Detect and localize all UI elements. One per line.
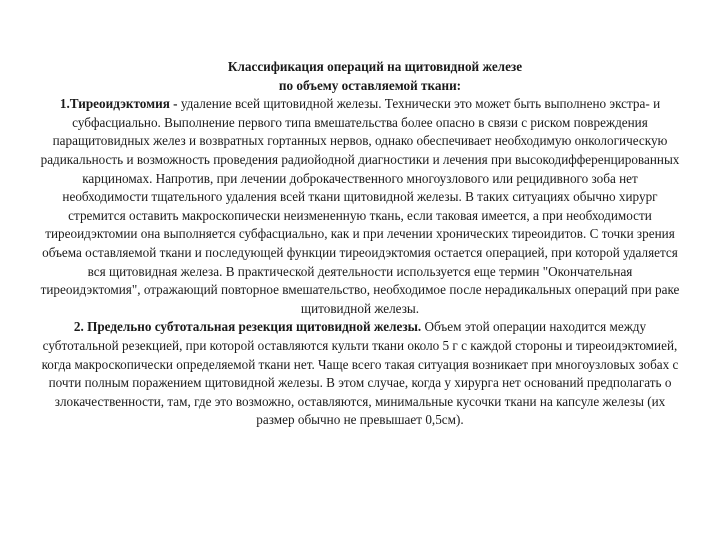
section-2-paragraph — [40, 318, 680, 430]
section-2-heading: 2. Предельно субтотальная резекция щитовидной железы. — [73, 319, 422, 335]
section-1-paragraph — [40, 95, 680, 318]
section-1-heading: 1.Тиреоидэктомия - — [59, 96, 178, 112]
document-title: Классификация операций на щитовидной железе — [227, 59, 523, 74]
document-subtitle: по объему оставляемой ткани: — [278, 77, 462, 93]
section-1-text: удаление всей щитовидной железы. Технически это может быть выполнено экстра- и субфасциально. Выполнение первого типа вмешательства более опасно в связи с риском повреждения паращитовидных желез и возвратных гортанных нервов, однако обеспечивает необходимую онкологическую радикальность и возможность проведения радиойодной диагностики и лечения при высокодифференцированных карциномах. Напротив, при лечении доброкачественного многоузлового или рецидивного зоба нет необходимости тщательного удаления всей ткани щитовидной железы. В таких ситуациях обычно хирург стремится оставить макроскопически неизмененную ткань, если таковая имеется, а при необходимости тиреоидэктомии она выполняется субфасциально, как и при лечении хронических тиреоидитов. С точки зрения объема оставляемой ткани и последующей функции тиреоидэктомия остается операцией, при которой удаляется вся щитовидная железа. В практической деятельности используется еще термин "Окончательная тиреоидэктомия", отражающий повторное вмешательство, необходимое после нерадикальных операций при раке щитовидной железы. — [40, 96, 680, 316]
document-body — [40, 58, 680, 430]
section-2-text: Объем этой операции находится между субтотальной резекцией, при которой оставляются культи ткани около 5 г с каждой стороны и тиреоидэктомией, когда макроскопически определяемой ткани нет. Чаще всего такая ситуация возникает при многоузловых зобах с почти полным поражением щитовидной железы. В этом случае, когда у хирурга нет оснований предполагать о злокачественности, там, где это возможно, оставляются, минимальные кусочки ткани на капсуле железы (их размер обычно не превышает 0,5см). — [41, 319, 679, 428]
